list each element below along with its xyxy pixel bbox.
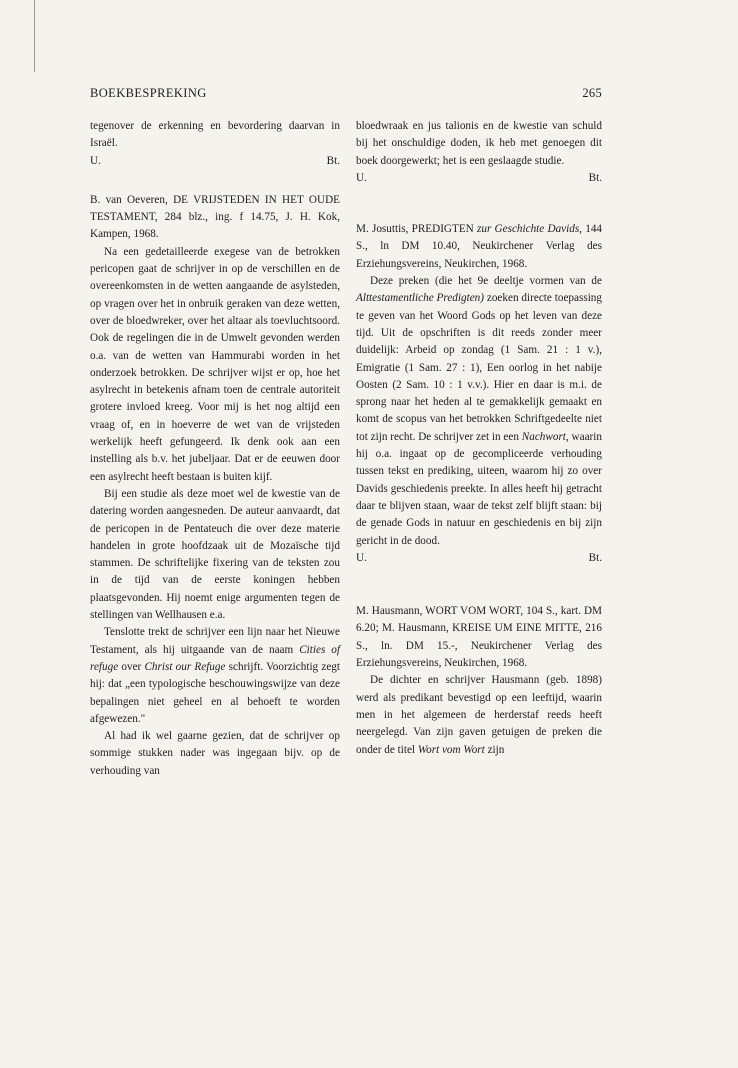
review-signature [356, 550, 602, 567]
spacer [356, 567, 602, 603]
signature-author: Bt. [588, 171, 602, 184]
italic-title: Cities of refuge [90, 643, 340, 673]
section-title: BOEKBESPREKING [90, 86, 207, 100]
review-signature [356, 170, 602, 187]
spacer [356, 187, 602, 221]
italic-title: Nachwort, [521, 430, 569, 443]
signature-initial: U. [90, 154, 101, 167]
italic-title: Christ our Refuge [144, 660, 226, 673]
italic-title: zur Geschichte Davids, [477, 223, 582, 236]
page-number: 265 [582, 86, 602, 100]
signature-initial: U. [356, 551, 367, 564]
review-paragraph: Al had ik wel gaarne gezien, dat de schrijver op sommige stukken nader was ingegaan bijv. op de verhouding van [90, 730, 340, 777]
review-paragraph: De dichter en schrijver Hausmann (geb. 1898) werd als predikant bevestigd op een leeftijd, waarin men in het algemeen de herderstaf reeds heeft neergelegd. Van zijn gaven getuigen de preken die onder de titel Wort vom Wort zijn [356, 674, 602, 756]
italic-title: Wort vom Wort [417, 743, 485, 756]
signature-author: Bt. [588, 551, 602, 564]
right-column [356, 118, 602, 759]
review-bibliography: M. Josuttis, PREDIGTEN zur Geschichte Davids, 144 S., ln DM 10.40, Neukirchener Verlag des Erziehungsvereins, Neukirchen, 1968. [356, 223, 603, 270]
review-bibliography: M. Hausmann, WORT VOM WORT, 104 S., kart. DM 6.20; M. Hausmann, KREISE UM EINE MITTE, 216 S., ln. DM 15.-, Neukirchener Verlag des Erziehungsvereins, Neukirchen, 1968. [356, 605, 602, 670]
review-paragraph: Tenslotte trekt de schrijver een lijn naar het Nieuwe Testament, als hij uitgaande van de naam Cities of refuge over Christ our Refuge schrijft. Voorzichtig zegt hij: dat „een typologische beschouwingswijze van deze bepalingen niet geheel en al behoeft te worden afgewezen." [90, 626, 340, 725]
margin-rule [34, 0, 35, 72]
review-bibliography: B. van Oeveren, DE VRIJSTEDEN IN HET OUDE TESTAMENT, 284 blz., ing. f 14.75, J. H. Kok, Kampen, 1968. [90, 193, 340, 241]
signature-author: Bt. [326, 154, 340, 167]
spacer [90, 170, 340, 192]
review-paragraph: Deze preken (die het 9e deeltje vormen van de Alttestamentliche Predigten) zoeken directe toepassing te geven van het Woord Gods op het leven van deze tijd. Uit de opschriften is dit reeds zonder meer duidelijk: Arbeid op zondag (1 Sam. 21 : 1 v.), Emigratie (1 Sam. 27 : 1), Een oorlog in het nabije Oosten (2 Sam. 10 : 1 v.v.). Hier en daar is m.i. de sprong naar het heden al te gemakkelijk gemaakt en komt de scopus van het betrokken Schriftgedeelte niet tot zijn recht. De schrijver zet in een Nachwort, waarin hij o.a. ingaat op de gecompliceerde verhouding tussen tekst en prediking, uiteen, waarom hij zo over Davids geschiedenis preekte. In alles heeft hij getracht daar te blijven staan, waar de tekst zelf blijft staan: bij de genade Gods in natuur en geschiedenis en bij zijn gericht in de dood. [356, 275, 602, 547]
continuation-paragraph: bloedwraak en jus talionis en de kwestie van schuld bij het onschuldige doden, ik heb met genoegen dit boek doorgewerkt; het is een geslaagde studie. [356, 120, 602, 167]
review-paragraph: Bij een studie als deze moet wel de kwestie van de datering worden aangesneden. De auteur aanvaardt, dat de pericopen in de Pentateuch die over deze materie handelen in grote hoofdzaak uit de Mozaïsche tijd stammen. De schriftelijke fixering van de teksten zou in de tijd van de eerste koningen hebben plaatsgevonden. Hij noemt enige argumenten tegen de stellingen van Wellhausen e.a. [90, 487, 340, 622]
review-paragraph: Na een gedetailleerde exegese van de betrokken pericopen gaat de schrijver in op de verschillen en de overeenkomsten in de wetten aangaande de asylsteden, op vragen over het in onbruik geraken van deze wetten, over de bloedwreker, over het altaar als toevluchtsoord. Ook de regelingen die in de Umwelt gevonden werden o.a. van de wetten van Hammurabi worden in het onderzoek betrokken. De schrijver wijst er op, hoe het asylrecht in betekenis afnam toen de centrale autoriteit grotere invloed kreeg. Voor mij is het nog altijd een vraag of, en in hoeverre de wet van de vrijsteden werkelijk heeft gefungeerd. Ik denk ook aan een instelling als b.v. het jubeljaar. Dat er de eeuwen door een asylrecht heeft bestaan is buiten kijf. [90, 245, 340, 483]
opening-paragraph: tegenover de erkenning en bevordering daarvan in Israël. [90, 120, 340, 150]
signature-initial: U. [356, 171, 367, 184]
review-signature [90, 153, 340, 170]
left-column [90, 118, 340, 780]
italic-title: Alttestamentliche Predigten) [356, 292, 484, 305]
